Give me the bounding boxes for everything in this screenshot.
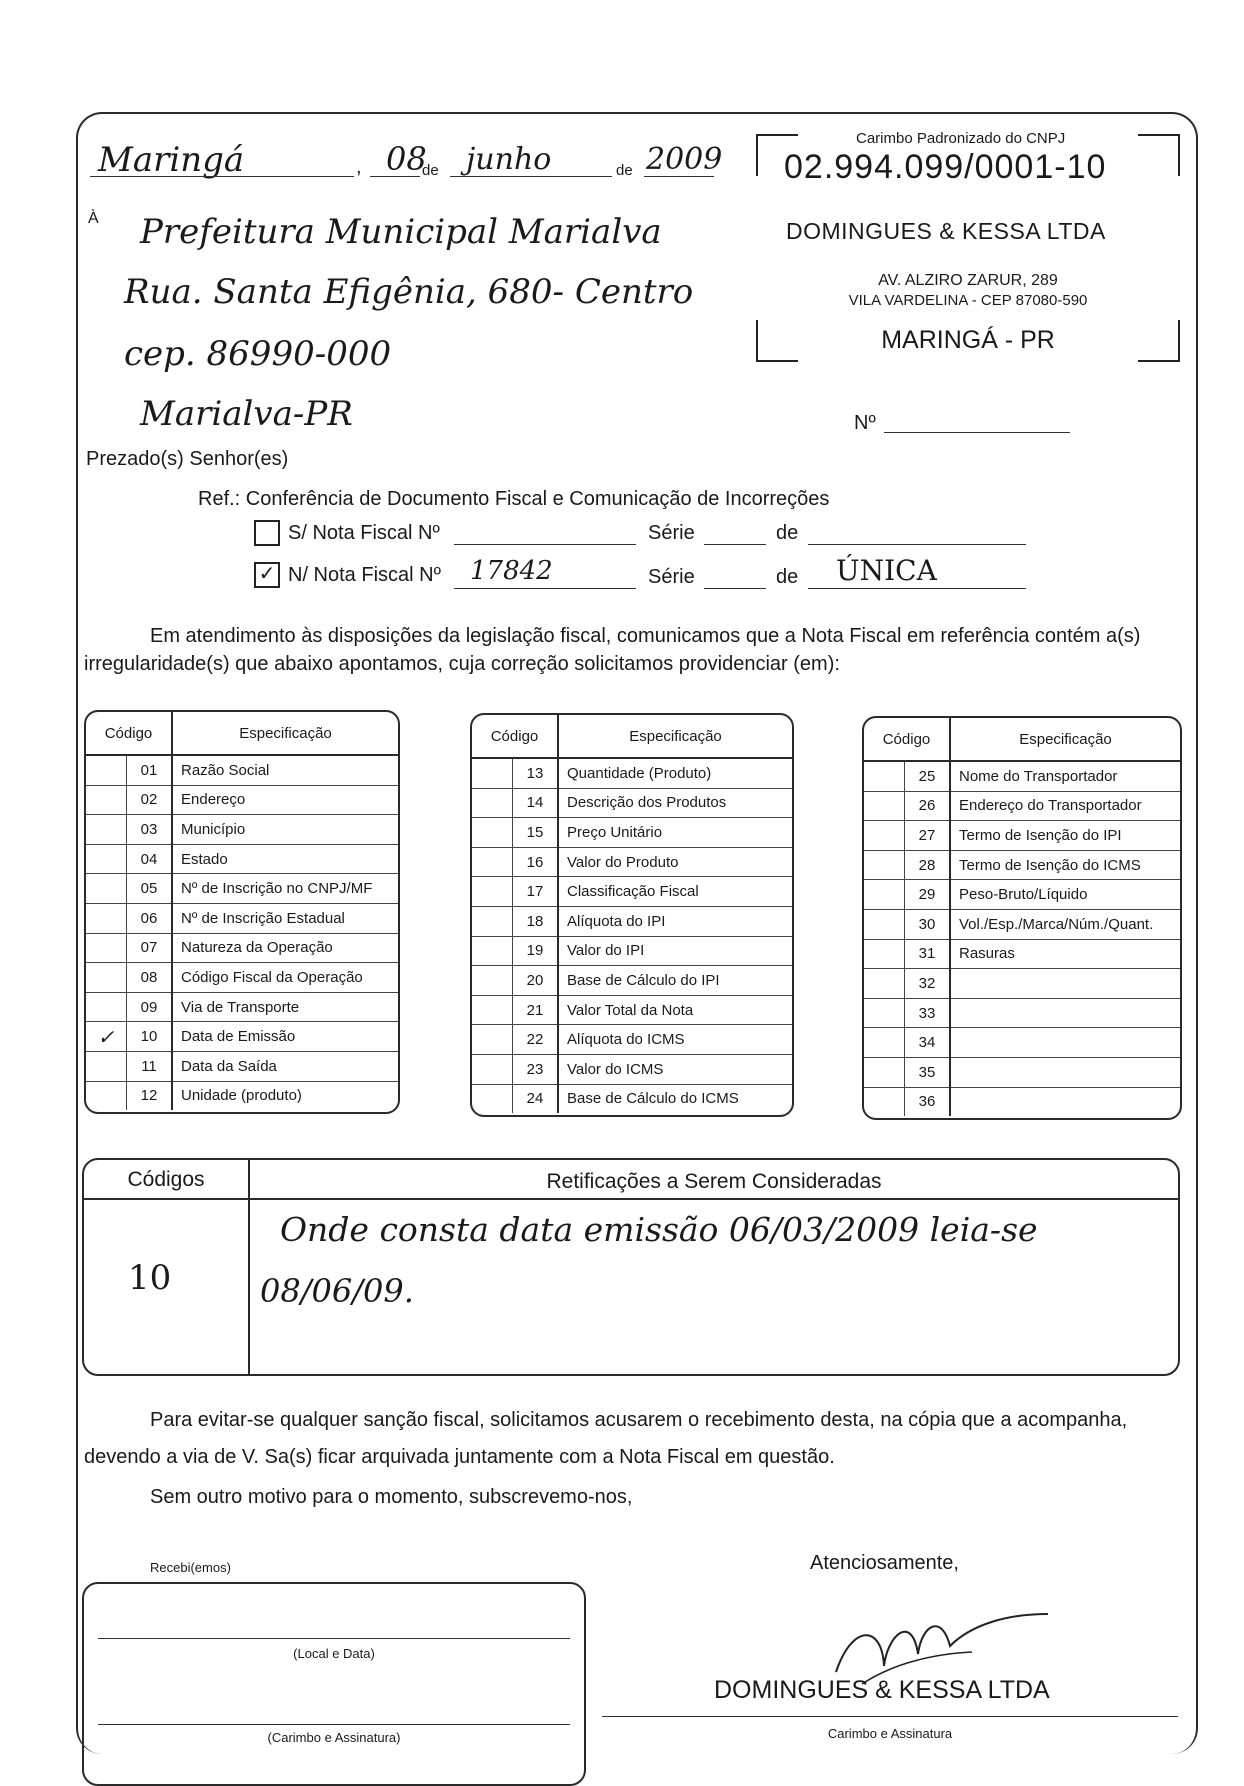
day-handwritten: 08 (386, 140, 427, 178)
table-row (472, 1084, 792, 1113)
row-code: 15 (513, 818, 559, 848)
row-mark (86, 992, 127, 1022)
table-row (472, 966, 792, 996)
row-mark (86, 844, 127, 874)
table-row (472, 1054, 792, 1084)
row-code: 20 (513, 966, 559, 996)
rectifications-line-2: 08/06/09. (260, 1272, 414, 1310)
row-code: 02 (127, 785, 173, 815)
row-code: 01 (127, 755, 173, 785)
row-mark (472, 936, 513, 966)
table-row (86, 903, 398, 933)
stamp-company: DOMINGUES & KESSA LTDA (786, 218, 1106, 244)
row-spec: Nº de Inscrição Estadual (172, 903, 398, 933)
row-code: 09 (127, 992, 173, 1022)
row-code: 11 (127, 1051, 173, 1081)
row-spec: Endereço (172, 785, 398, 815)
row-code: 14 (513, 788, 559, 818)
body-paragraph-2: Para evitar-se qualquer sanção fiscal, solicitamos acusarem o recebimento desta, na cópia que a acompanha, devendo a via de V. Sa(s) ficar arquivada juntamente com a Nota Fiscal em questão. (84, 1409, 1128, 1468)
row-spec: Valor Total da Nota (558, 995, 792, 1025)
body-paragraph-1: Em atendimento às disposições da legislação fiscal, comunicamos que a Nota Fiscal em referência contém a(s) irregularidade(s) que abaixo apontamos, cuja correção solicitamos providenciar (em): (84, 625, 1141, 675)
row-spec (950, 1028, 1180, 1058)
option-s-de-label: de (776, 522, 799, 544)
day-line (370, 176, 420, 177)
year-handwritten: 2009 (646, 142, 723, 177)
table-row (472, 847, 792, 877)
row-mark (472, 1025, 513, 1055)
option-n-de-label: de (776, 566, 799, 588)
cnpj-stamp (756, 130, 1180, 362)
row-spec: Razão Social (172, 755, 398, 785)
row-code: 29 (905, 880, 951, 910)
row-code: 36 (905, 1087, 951, 1116)
row-spec: Município (172, 815, 398, 845)
row-mark (86, 933, 127, 963)
option-n-nota-label: N/ Nota Fiscal Nº (288, 564, 441, 586)
option-n-nota-checkbox[interactable]: ✓ (254, 562, 280, 588)
row-mark (472, 966, 513, 996)
row-spec: Data de Emissão (172, 1022, 398, 1052)
month-handwritten: junho (466, 142, 552, 177)
receipt-carimbo-line (98, 1724, 570, 1725)
table-row (86, 963, 398, 993)
rectifications-header-divider (84, 1198, 1178, 1200)
table-row (864, 1087, 1180, 1116)
row-mark (864, 791, 905, 821)
row-code: 13 (513, 758, 559, 788)
row-mark (472, 1054, 513, 1084)
row-spec: Natureza da Operação (172, 933, 398, 963)
table-row (472, 1025, 792, 1055)
recipient-line-2: Rua. Santa Efigênia, 680- Centro (124, 272, 694, 312)
row-code: 07 (127, 933, 173, 963)
row-code: 16 (513, 847, 559, 877)
table-row (86, 785, 398, 815)
table-row (472, 906, 792, 936)
row-code: 30 (905, 909, 951, 939)
row-spec: Valor do IPI (558, 936, 792, 966)
row-mark (864, 850, 905, 880)
row-code: 03 (127, 815, 173, 845)
option-n-de-line (808, 588, 1026, 589)
city-handwritten: Maringá (98, 140, 245, 180)
table3-header-code: Código (864, 718, 950, 761)
receipt-local-line (98, 1638, 570, 1639)
table-row (86, 874, 398, 904)
row-code: 24 (513, 1084, 559, 1113)
row-mark (86, 874, 127, 904)
row-spec: Estado (172, 844, 398, 874)
receipt-carimbo-label: (Carimbo e Assinatura) (267, 1730, 401, 1745)
table-row (864, 969, 1180, 999)
row-spec: Valor do Produto (558, 847, 792, 877)
row-mark (864, 998, 905, 1028)
table3-header-spec: Especificação (950, 718, 1180, 761)
row-mark (864, 1057, 905, 1087)
row-mark (864, 880, 905, 910)
row-spec: Valor do ICMS (558, 1054, 792, 1084)
stamp-address: AV. ALZIRO ZARUR, 289 (878, 272, 1058, 289)
row-spec: Unidade (produto) (181, 1087, 302, 1105)
row-code: 33 (905, 998, 951, 1028)
row-mark (86, 1051, 127, 1081)
row-spec: Descrição dos Produtos (558, 788, 792, 818)
row-mark (472, 995, 513, 1025)
row-spec (950, 1087, 1180, 1116)
table-row (864, 850, 1180, 880)
table-row (472, 995, 792, 1025)
row-mark (86, 963, 127, 993)
row-code: 34 (905, 1028, 951, 1058)
row-mark (864, 909, 905, 939)
table-row (864, 998, 1180, 1028)
table-row (864, 791, 1180, 821)
closing-company: DOMINGUES & KESSA LTDA (714, 1676, 1050, 1704)
code-table-1 (84, 710, 400, 1114)
row-code: 27 (905, 821, 951, 851)
row-mark (864, 969, 905, 999)
table-row (864, 1057, 1180, 1087)
table-row (86, 933, 398, 963)
row-spec: Alíquota do IPI (558, 906, 792, 936)
row-spec: Classificação Fiscal (558, 877, 792, 907)
row-mark (86, 755, 127, 785)
rectifications-header-codes: Códigos (127, 1168, 205, 1191)
receipt-local-data-label: (Local e Data) (293, 1646, 375, 1661)
option-n-nota-number-line (454, 588, 636, 589)
row-mark (472, 847, 513, 877)
row-spec: Termo de Isenção do ICMS (950, 850, 1180, 880)
option-s-serie-line (704, 544, 766, 545)
row-spec: Peso-Bruto/Líquido (950, 880, 1180, 910)
table-row (864, 761, 1180, 791)
option-n-de-value: ÚNICA (836, 554, 937, 587)
row-spec: Nome do Transportador (950, 761, 1180, 791)
reference-title: Ref.: Conferência de Documento Fiscal e Comunicação de Incorreções (198, 488, 830, 510)
row-code: 18 (513, 906, 559, 936)
stamp-corner-tr (1138, 134, 1180, 176)
code-table-3 (862, 716, 1182, 1120)
row-mark (864, 1087, 905, 1116)
table-row (86, 1081, 398, 1110)
closing-signature-line (602, 1716, 1178, 1717)
row-spec: Via de Transporte (172, 992, 398, 1022)
row-code: 22 (513, 1025, 559, 1055)
table-row (864, 821, 1180, 851)
option-n-serie-label: Série (648, 566, 695, 588)
row-mark (472, 906, 513, 936)
row-mark (472, 1084, 513, 1113)
row-mark (86, 1081, 127, 1110)
row-code: 32 (905, 969, 951, 999)
option-s-serie-label: Série (648, 522, 695, 544)
to-prefix: À (88, 210, 99, 227)
table-row (864, 909, 1180, 939)
row-code: 21 (513, 995, 559, 1025)
row-mark (864, 939, 905, 969)
de-label-2: de (616, 162, 633, 179)
table-row (86, 992, 398, 1022)
rectifications-header-text: Retificações a Serem Consideradas (546, 1170, 882, 1193)
closing-carimbo-label: Carimbo e Assinatura (827, 1726, 953, 1741)
row-code: 10 (127, 1022, 173, 1052)
row-code: 25 (905, 761, 951, 791)
de-label-1: de (422, 162, 439, 179)
numero-label: Nº (854, 412, 876, 434)
row-mark (86, 785, 127, 815)
row-code: 05 (127, 874, 173, 904)
row-spec: Preço Unitário (558, 818, 792, 848)
row-code: 35 (905, 1057, 951, 1087)
rectifications-code-value: 10 (128, 1258, 172, 1298)
row-mark (472, 788, 513, 818)
table2-header-code: Código (472, 715, 558, 758)
row-code: 31 (905, 939, 951, 969)
option-n-serie-line (704, 588, 766, 589)
row-code: 23 (513, 1054, 559, 1084)
row-mark (472, 818, 513, 848)
row-code: 06 (127, 903, 173, 933)
row-spec: Base de Cálculo do IPI (558, 966, 792, 996)
numero-line (884, 432, 1070, 433)
row-spec: Alíquota do ICMS (558, 1025, 792, 1055)
table-row (864, 939, 1180, 969)
stamp-caption: Carimbo Padronizado do CNPJ (856, 130, 1066, 147)
table-row (472, 758, 792, 788)
table1-header-code: Código (86, 712, 172, 755)
table-row (86, 844, 398, 874)
row-spec: Base de Cálculo do ICMS (567, 1090, 739, 1108)
row-code: 08 (127, 963, 173, 993)
option-n-nota-number: 17842 (470, 556, 553, 586)
row-spec: Nº de Inscrição no CNPJ/MF (172, 874, 398, 904)
table-row (864, 880, 1180, 910)
table-row (472, 936, 792, 966)
table-row (86, 755, 398, 785)
table-row (864, 1028, 1180, 1058)
recipient-line-1: Prefeitura Municipal Marialva (140, 212, 662, 252)
city-line (90, 176, 354, 177)
row-spec: Código Fiscal da Operação (172, 963, 398, 993)
row-code: 26 (905, 791, 951, 821)
option-s-nota-number-line (454, 544, 636, 545)
row-code: 12 (127, 1081, 173, 1110)
rectifications-box (82, 1158, 1180, 1376)
row-mark (472, 877, 513, 907)
table-row (472, 818, 792, 848)
row-spec: Rasuras (950, 939, 1180, 969)
table-row (86, 1051, 398, 1081)
option-s-nota-label: S/ Nota Fiscal Nº (288, 522, 440, 544)
closing-regards: Atenciosamente, (810, 1552, 959, 1574)
row-mark (864, 761, 905, 791)
code-table-2 (470, 713, 794, 1117)
option-s-de-line (808, 544, 1026, 545)
table2-header-spec: Especificação (558, 715, 792, 758)
row-spec: Data da Saída (172, 1051, 398, 1081)
table-row (86, 1022, 398, 1052)
table-row (472, 877, 792, 907)
table-row (472, 788, 792, 818)
receipt-title: Recebi(emos) (150, 1560, 231, 1575)
row-spec: Endereço do Transportador (950, 791, 1180, 821)
table1-header-spec: Especificação (172, 712, 398, 755)
salutation: Prezado(s) Senhor(es) (86, 448, 289, 470)
body-paragraph-3: Sem outro motivo para o momento, subscrevemo-nos, (150, 1486, 633, 1508)
row-code: 19 (513, 936, 559, 966)
row-mark (86, 903, 127, 933)
row-code: 28 (905, 850, 951, 880)
stamp-cnpj: 02.994.099/0001-10 (784, 148, 1107, 186)
row-mark (472, 758, 513, 788)
row-spec: Termo de Isenção do IPI (950, 821, 1180, 851)
comma: , (356, 156, 362, 178)
row-spec (950, 969, 1180, 999)
year-line (644, 176, 714, 177)
stamp-district: VILA VARDELINA - CEP 87080-590 (848, 292, 1088, 309)
row-code: 04 (127, 844, 173, 874)
month-line (450, 176, 612, 177)
row-mark: ✓ (86, 1022, 127, 1052)
row-mark (864, 1028, 905, 1058)
receipt-box (82, 1582, 586, 1786)
row-code: 17 (513, 877, 559, 907)
table-row (86, 815, 398, 845)
row-spec (950, 1057, 1180, 1087)
row-mark (86, 815, 127, 845)
row-mark (864, 821, 905, 851)
recipient-line-3: cep. 86990-000 (124, 334, 392, 374)
row-spec: Vol./Esp./Marca/Núm./Quant. (950, 909, 1180, 939)
row-spec: Quantidade (Produto) (558, 758, 792, 788)
option-s-nota-checkbox[interactable] (254, 520, 280, 546)
rectifications-line-1: Onde consta data emissão 06/03/2009 leia-se (280, 1210, 1038, 1249)
row-spec (950, 998, 1180, 1028)
recipient-line-4: Marialva-PR (140, 394, 353, 434)
stamp-city: MARINGÁ - PR (881, 326, 1055, 354)
